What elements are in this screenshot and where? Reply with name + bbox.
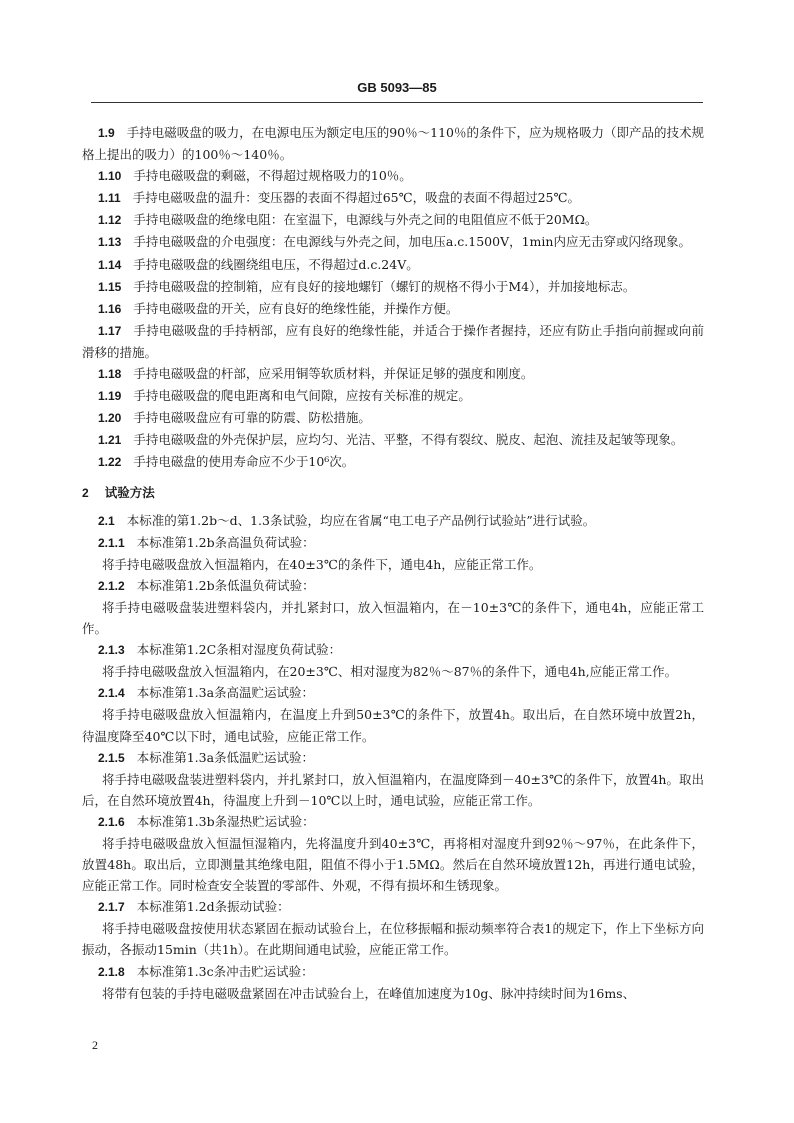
section-heading <box>82 482 704 504</box>
clause-item <box>82 385 704 407</box>
clause-item <box>82 320 704 363</box>
clause-item <box>82 122 704 165</box>
clause-text: 手持电磁吸盘的手持柄部，应有良好的绝缘性能，并适合于操作者握持，还应有防止手指向前握或向前滑移的措施。 <box>82 322 704 360</box>
clause-number: 1.12 <box>98 213 122 228</box>
clause-text: 本标准第1.3b条湿热贮运试验： <box>136 813 315 829</box>
clause-item <box>82 276 704 298</box>
clause-number: 2.1.1 <box>98 535 125 550</box>
clause-text: 本标准第1.3a条高温贮运试验： <box>136 685 315 701</box>
clause-item <box>82 165 704 187</box>
clause-text: 手持电磁吸盘应有可靠的防震、防松措施。 <box>133 410 371 426</box>
clause-item <box>82 747 704 769</box>
clause-body: 将手持电磁吸盘放入恒温箱内，在40±3℃的条件下，通电4h，应能正常工作。 <box>102 556 542 572</box>
clause-text: 手持电磁吸盘的线圈绕组电压，不得超过d.c.24V。 <box>133 256 419 272</box>
clause-number: 1.13 <box>98 235 122 250</box>
clause-text: 手持电磁吸盘的杆部，应采用铜等软质材料，并保证足够的强度和刚度。 <box>133 366 534 382</box>
clause-number: 1.21 <box>98 433 122 448</box>
clause-body: 将手持电磁吸盘放入恒温箱内，在温度上升到50±3℃的条件下，放置4h。取出后，在自然环境中放置2h，待温度降至40℃以下时，通电试验，应能正常工作。 <box>82 707 704 744</box>
clause-number: 2.1.6 <box>98 814 125 829</box>
clause-item <box>82 961 704 983</box>
clause-text: 手持电磁吸盘的外壳保护层，应均匀、光洁、平整，不得有裂纹、脱皮、起泡、流挂及起皱等现象。 <box>133 432 684 448</box>
clause-number: 1.10 <box>98 169 122 184</box>
clause-number: 1.15 <box>98 279 122 294</box>
clause-number: 2.1.3 <box>98 643 125 658</box>
clause-number: 2.1.4 <box>98 686 125 701</box>
clause-item <box>82 254 704 276</box>
clause-text: 本标准的第1.2b～d、1.3条试验，均应在省属“电工电子产品例行试验站”进行试验。 <box>126 512 596 528</box>
document-header: GB 5093—85 <box>357 80 437 95</box>
clause-text: 手持电磁吸盘的介电强度：在电源线与外壳之间，加电压a.c.1500V，1min内应无击穿或闪络现象。 <box>133 234 691 250</box>
clause-number: 1.11 <box>98 191 121 206</box>
clause-text: 手持电磁吸盘的爬电距离和电气间隙，应按有关标准的规定。 <box>133 388 471 404</box>
clause-body: 将手持电磁吸盘装进塑料袋内，并扎紧封口，放入恒温箱内，在温度降到－40±3℃的条件下，放置4h。取出后，在自然环境放置4h，待温度上升到－10℃以上时，通电试验，应能正常工作。 <box>82 771 704 808</box>
clause-number: 1.14 <box>98 257 122 272</box>
clause-number: 2.1.5 <box>98 750 125 765</box>
clause-number: 1.20 <box>98 411 122 426</box>
clause-item <box>82 209 704 231</box>
section-title: 试验方法 <box>104 484 155 500</box>
clause-number: 1.16 <box>98 301 122 316</box>
clause-text: 手持电磁吸盘的吸力，在电源电压为额定电压的90％～110％的条件下，应为规格吸力（即产品的技术规格上提出的吸力）的100％～140％。 <box>82 125 704 163</box>
section-number: 2 <box>82 485 89 500</box>
clause-text: 手持电磁吸盘的剩磁，不得超过规格吸力的10％。 <box>133 168 412 184</box>
clause-item <box>82 298 704 320</box>
clause-number: 2.1.2 <box>98 578 125 593</box>
clause-item <box>82 510 704 532</box>
clause-number: 1.19 <box>98 389 122 404</box>
clause-number: 2.1.8 <box>98 964 125 979</box>
clause-text: 本标准第1.3a条低温贮运试验： <box>136 749 315 765</box>
clause-item <box>82 575 704 597</box>
clause-number: 1.22 <box>98 455 122 470</box>
clause-item <box>82 187 704 209</box>
clause-item <box>82 363 704 385</box>
clause-number: 1.17 <box>98 323 122 338</box>
clause-text: 手持电磁吸盘的控制箱，应有良好的接地螺钉（螺钉的规格不得小于M4），并加接地标志。 <box>133 278 636 294</box>
clause-item <box>82 407 704 429</box>
clause-text: 本标准第1.3c条冲击贮运试验： <box>136 963 314 979</box>
header-rule <box>91 102 703 103</box>
test-methods-list <box>82 510 704 1004</box>
clause-number: 1.9 <box>98 126 115 140</box>
clause-text: 本标准第1.2d条振动试验： <box>136 899 290 915</box>
clause-item <box>82 532 704 554</box>
requirements-list <box>82 122 704 474</box>
clause-number: 2.1.7 <box>98 900 125 915</box>
document-body <box>82 122 704 1004</box>
clause-body: 将手持电磁吸盘装进塑料袋内，并扎紧封口，放入恒温箱内，在－10±3℃的条件下，通电4h，应能正常工作。 <box>82 599 704 637</box>
clause-body: 将手持电磁吸盘放入恒温箱内，在20±3℃、相对湿度为82％～87％的条件下，通电4h,应能正常工作。 <box>102 664 678 680</box>
clause-number: 2.1 <box>98 513 115 528</box>
clause-text: 本标准第1.2b条高温负荷试验： <box>136 534 315 550</box>
clause-text: 手持电磁盘的使用寿命应不少于10⁶次。 <box>133 454 355 470</box>
clause-body: 将手持电磁吸盘按使用状态紧固在振动试验台上，在位移振幅和振动频率符合表1的规定下，作上下坐标方向振动，各振动15min（共1h）。在此期间通电试验，应能正常工作。 <box>82 921 704 958</box>
clause-item <box>82 896 704 918</box>
clause-text: 本标准第1.2b条低温负荷试验： <box>136 577 315 593</box>
clause-text: 本标准第1.2C条相对湿度负荷试验： <box>136 642 342 658</box>
clause-item <box>82 451 704 473</box>
clause-text: 手持电磁吸盘的绝缘电阻：在室温下，电源线与外壳之间的电阻值应不低于20MΩ。 <box>133 212 598 228</box>
clause-item <box>82 639 704 661</box>
clause-number: 1.18 <box>98 367 122 382</box>
clause-text: 手持电磁吸盘的开关，应有良好的绝缘性能，并操作方便。 <box>133 300 459 316</box>
clause-text: 手持电磁吸盘的温升：变压器的表面不得超过65℃，吸盘的表面不得超过25℃。 <box>132 190 580 206</box>
clause-body: 将带有包装的手持电磁吸盘紧固在冲击试验台上，在峰值加速度为10g、脉冲持续时间为16ms、 <box>102 985 636 1001</box>
page-number: 2 <box>92 1038 98 1052</box>
clause-item <box>82 429 704 451</box>
clause-item <box>82 231 704 253</box>
clause-body: 将手持电磁吸盘放入恒温恒湿箱内，先将温度升到40±3℃，再将相对湿度升到92％～97％，在此条件下，放置48h。取出后，立即测量其绝缘电阻，阻值不得小于1.5MΩ。然后在自然环境放置12h，再进行通电试验，应能正常工作。同时检查安全装置的零部件、外观，不得有损坏和生锈现象。 <box>82 836 704 894</box>
clause-item <box>82 811 704 833</box>
clause-item <box>82 682 704 704</box>
